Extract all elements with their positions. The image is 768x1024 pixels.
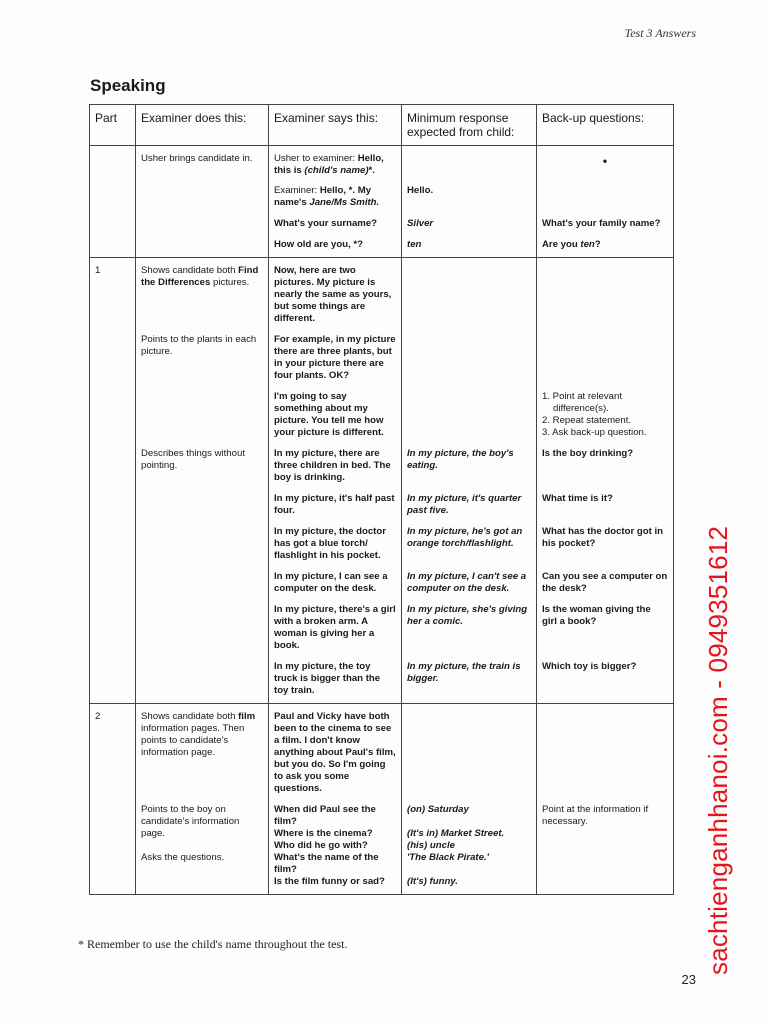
table-header-row (90, 105, 674, 146)
part2-answers (402, 804, 537, 895)
part1-says-3: I'm going to say something about my picture. You tell me how your picture is different. (269, 391, 402, 448)
item-response: In my picture, I can't see a computer on the desk. (402, 571, 537, 604)
item-says: In my picture, there are three children in bed. The boy is drinking. (274, 448, 391, 483)
page-number: 23 (681, 972, 696, 987)
item-response: In my picture, the boy's eating. (402, 448, 537, 493)
answer: (It's) funny. (407, 876, 458, 887)
part1-says-2: For example, in my picture there are three plants, but in your picture there are four plants. OK? (269, 334, 402, 391)
intro-does: Usher brings candidate in. (136, 146, 269, 186)
table-row (90, 239, 674, 258)
part1-does-2: Points to the plants in each picture. (136, 334, 269, 391)
item-response: In my picture, the train is bigger. (402, 661, 537, 704)
table-row (90, 448, 674, 493)
answer: 'The Black Pirate.' (407, 852, 489, 863)
table-row (90, 218, 674, 239)
item-response: In my picture, she's giving her a comic. (402, 604, 537, 661)
table-row (90, 391, 674, 448)
part-number: 1 (90, 258, 136, 335)
table-row (90, 704, 674, 805)
intro-resp-2: Hello. (402, 185, 537, 218)
item-backup: What has the doctor got in his pocket? (537, 526, 674, 571)
part1-does-1: Shows candidate both Find the Differences pictures. (136, 258, 269, 335)
item-says: In my picture, the doctor has got a blue torch/ flashlight in his pocket. (274, 526, 386, 561)
item-backup: What time is it? (537, 493, 674, 526)
intro-says-1: Usher to examiner: Hello, this is (child's name)*. (269, 146, 402, 186)
header-examiner-does: Examiner does this: (136, 105, 269, 146)
item-backup: Can you see a computer on the desk? (537, 571, 674, 604)
question: Who did he go with? (274, 840, 368, 851)
intro-backup-4: Are you ten? (537, 239, 674, 258)
item-response: In my picture, he's got an orange torch/flashlight. (402, 526, 537, 571)
intro-says-2: Examiner: Hello, *. My name's Jane/Ms Smith. (269, 185, 402, 218)
part2-does-2: Points to the boy on candidate's information page. Asks the questions. (136, 804, 269, 895)
question: Is the film funny or sad? (274, 876, 385, 887)
table-row (90, 526, 674, 571)
list-item: 3. Ask back-up question. (542, 427, 647, 438)
item-says: In my picture, I can see a computer on the desk. (274, 571, 388, 594)
item-backup: Which toy is bigger? (537, 661, 674, 704)
watermark-text: sachtienganhhanoi.com - 0949351612 (703, 525, 733, 975)
header-part: Part (90, 105, 136, 146)
section-title: Speaking (90, 76, 166, 95)
question: When did Paul see the film? (274, 804, 376, 827)
table-row (90, 146, 674, 186)
intro-resp-4: ten (402, 239, 537, 258)
item-backup: Is the woman giving the girl a book? (537, 604, 674, 661)
intro-resp-3: Silver (402, 218, 537, 239)
intro-backup-3: What's your family name? (537, 218, 674, 239)
item-response: In my picture, it's quarter past five. (402, 493, 537, 526)
header-backup-questions: Back-up questions: (537, 105, 674, 146)
part2-does-3: Asks the questions. (141, 852, 225, 863)
intro-says-4: How old are you, *? (269, 239, 402, 258)
table-row (90, 571, 674, 604)
list-item: 1. Point at relevant difference(s). (542, 391, 622, 414)
speaking-table (89, 104, 674, 895)
part1-says-1: Now, here are two pictures. My picture is nearly the same as yours, but some things are different. (269, 258, 402, 335)
part2-says-1: Paul and Vicky have both been to the cinema to see a film. I don't know anything about Paul's film, but you do. So I'm going to ask you some questions. (269, 704, 402, 805)
part1-does-3: Describes things without pointing. (136, 448, 269, 493)
item-says: In my picture, there's a girl with a broken arm. A woman is giving her a book. (274, 604, 396, 651)
header-examiner-says: Examiner says this: (269, 105, 402, 146)
part2-backup: Point at the information if necessary. (537, 804, 674, 895)
part2-does-1: Shows candidate both film information pages. Then points to candidate's information page. (136, 704, 269, 805)
part-number: 2 (90, 704, 136, 805)
item-says: In my picture, the toy truck is bigger than the toy train. (274, 661, 381, 696)
table-row (90, 258, 674, 335)
table-row (90, 493, 674, 526)
question: What's the name of the film? (274, 852, 379, 875)
intro-backup-mark: • (537, 146, 674, 186)
table-row (90, 804, 674, 895)
table-row (90, 334, 674, 391)
running-head: Test 3 Answers (624, 26, 696, 40)
item-says: In my picture, it's half past four. (274, 493, 395, 516)
answer: (It's in) Market Street. (407, 828, 505, 839)
part2-questions (269, 804, 402, 895)
footnote: * Remember to use the child's name throughout the test. (78, 937, 348, 951)
header-minimum-response: Minimum response expected from child: (402, 105, 537, 146)
answer: (on) Saturday (407, 804, 469, 815)
answer: (his) uncle (407, 840, 455, 851)
table-row (90, 185, 674, 218)
list-item: 2. Repeat statement. (542, 415, 632, 426)
question: Where is the cinema? (274, 828, 373, 839)
table-row (90, 661, 674, 704)
part1-backup-list (537, 391, 674, 448)
table-row (90, 604, 674, 661)
item-backup: Is the boy drinking? (537, 448, 674, 493)
intro-says-3: What's your surname? (269, 218, 402, 239)
